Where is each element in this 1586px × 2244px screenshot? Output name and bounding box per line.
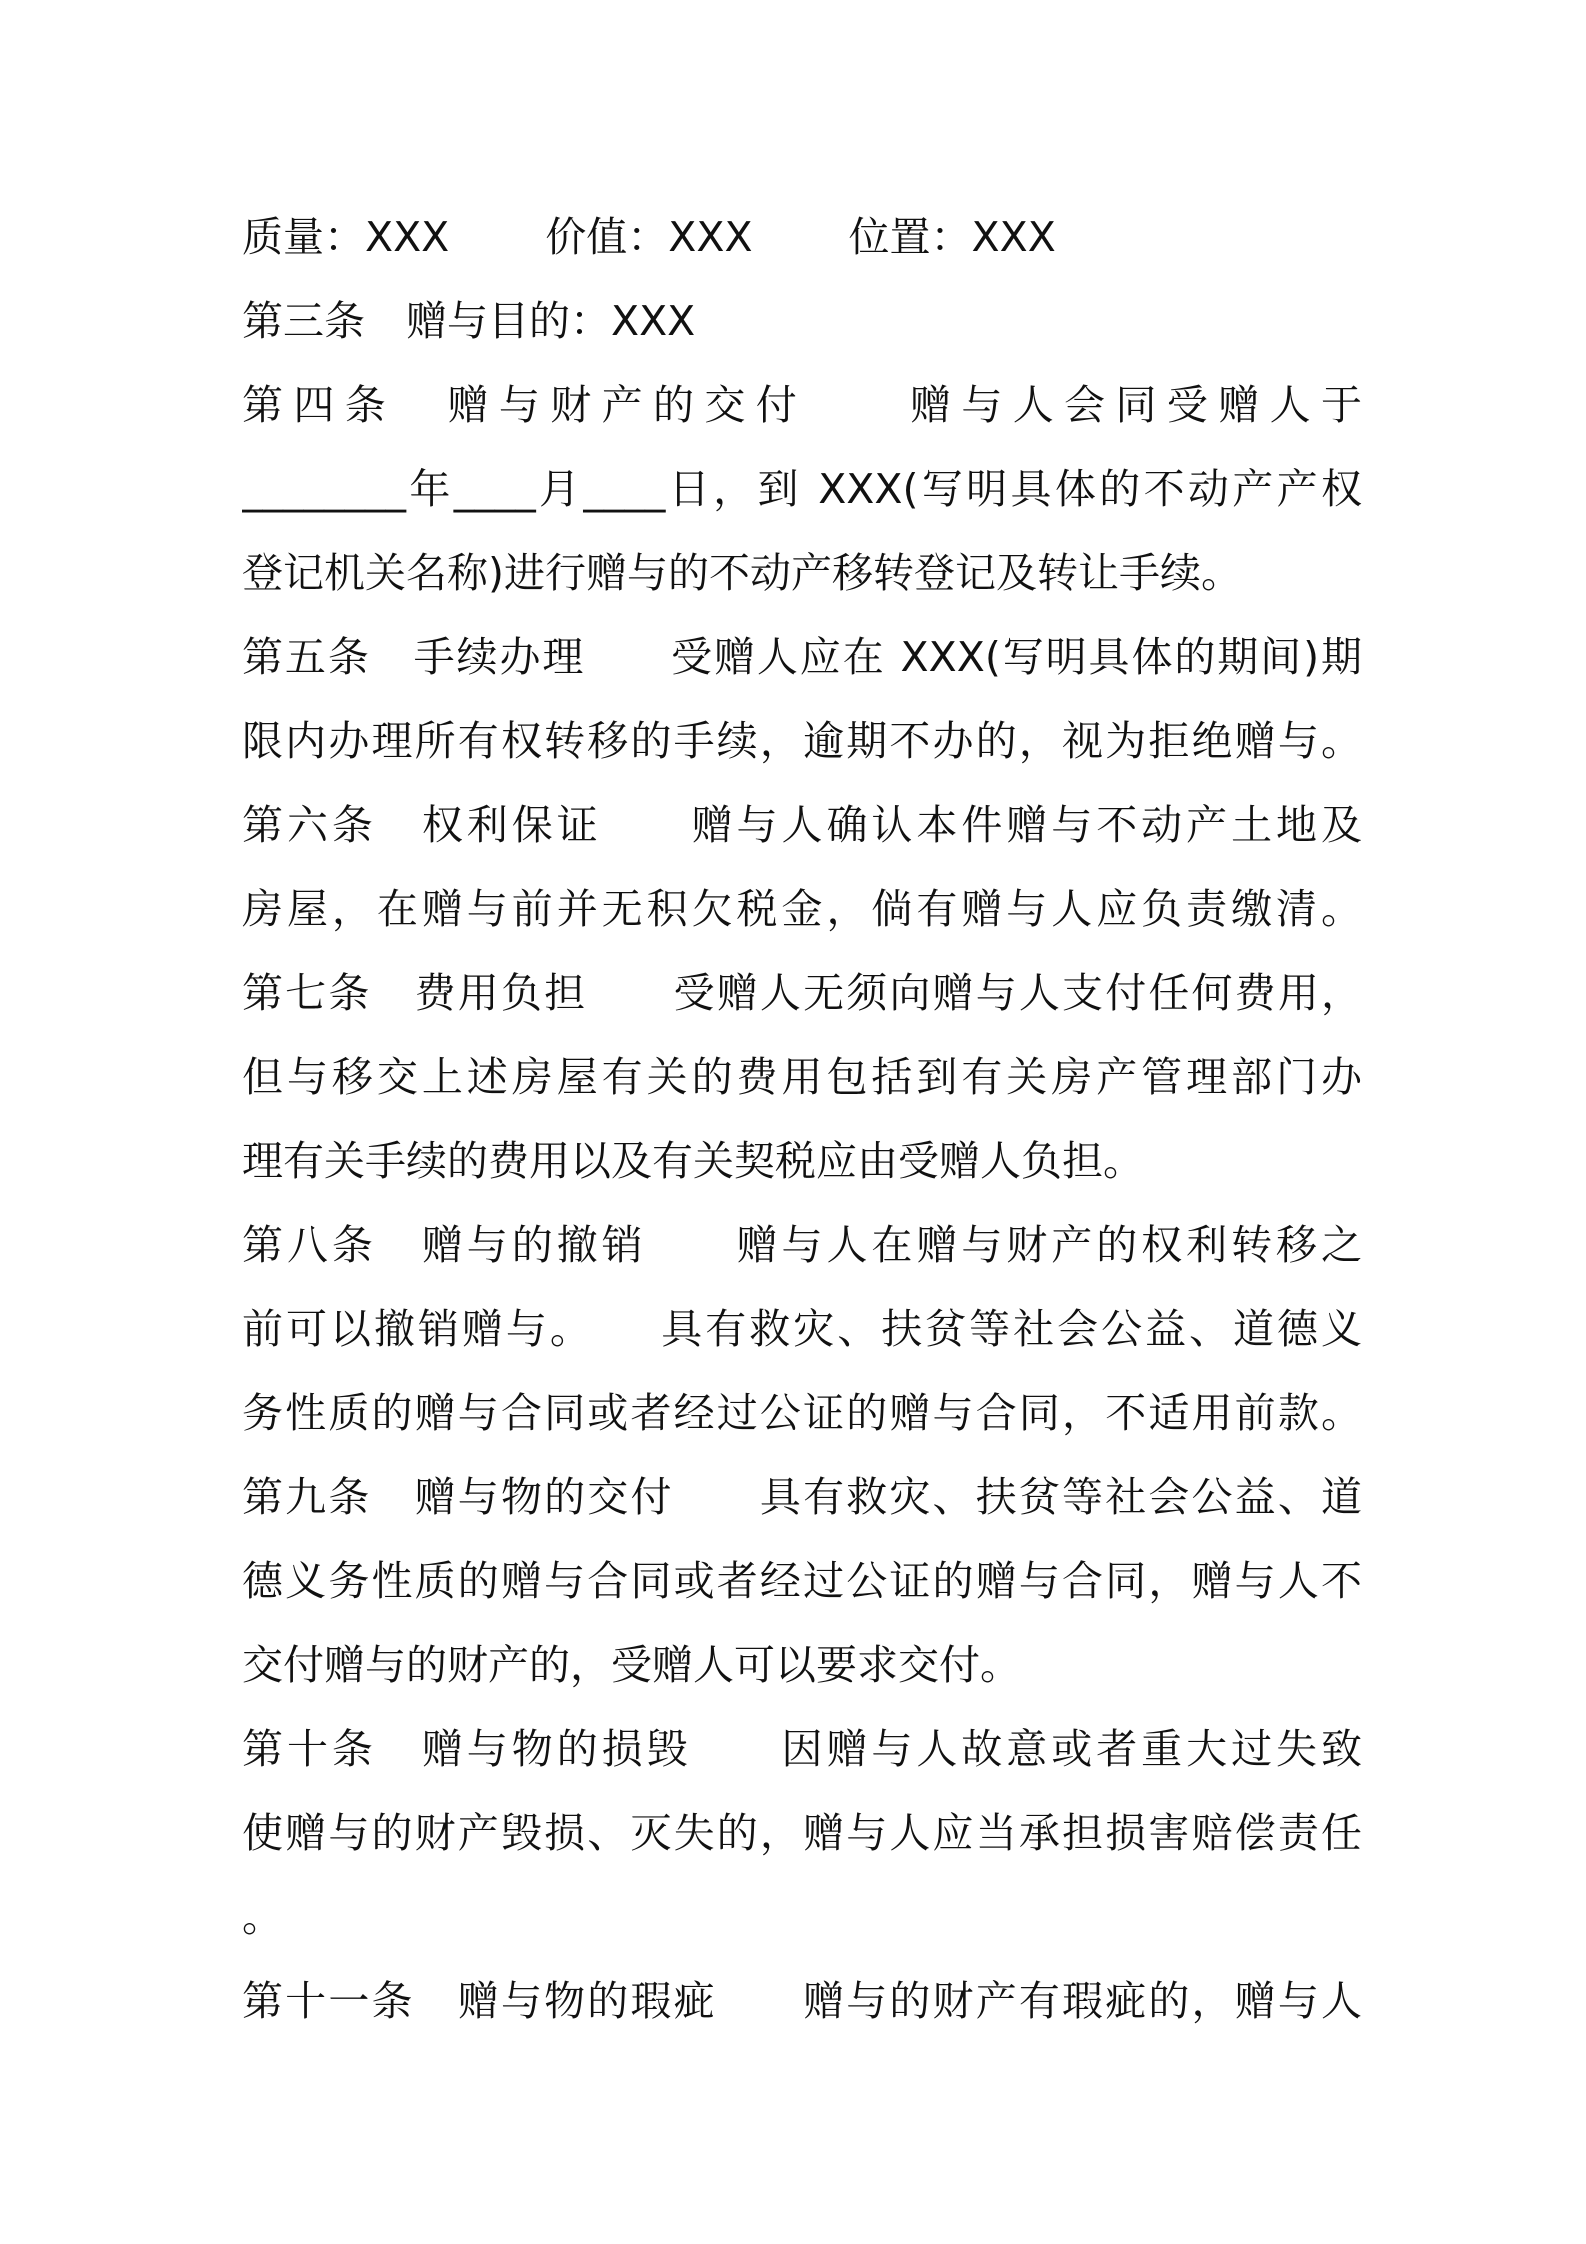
value-field: 价值：XXX	[545, 213, 753, 261]
article-10-line-3: 。	[242, 1893, 283, 1941]
article-6-line-2: 房屋，在赠与前并无积欠税金，倘有赠与人应负责缴清。	[242, 885, 1362, 933]
article-4-line-1: 第四条 赠与财产的交付 赠与人会同受赠人于	[242, 381, 1362, 429]
article-9-line-2: 德义务性质的赠与合同或者经过公证的赠与合同，赠与人不	[242, 1557, 1362, 1605]
property-info-line	[242, 195, 1362, 279]
article-8-line-1: 第八条 赠与的撤销 赠与人在赠与财产的权利转移之	[242, 1221, 1362, 1269]
article-3-line: 第三条 赠与目的：XXX	[242, 297, 696, 345]
article-11-line-1: 第十一条 赠与物的瑕疵 赠与的财产有瑕疵的，赠与人	[242, 1977, 1362, 2025]
article-7-line-3: 理有关手续的费用以及有关契税应由受赠人负担。	[242, 1137, 1144, 1185]
document-page	[242, 195, 1362, 2043]
article-10-line-2: 使赠与的财产毁损、灭失的，赠与人应当承担损害赔偿责任	[242, 1809, 1362, 1857]
article-7-line-2: 但与移交上述房屋有关的费用包括到有关房产管理部门办	[242, 1053, 1362, 1101]
article-5-line-1: 第五条 手续办理 受赠人应在 XXX(写明具体的期间)期	[242, 633, 1362, 681]
article-9-line-1: 第九条 赠与物的交付 具有救灾、扶贫等社会公益、道	[242, 1473, 1362, 1521]
article-8-line-2: 前可以撤销赠与。 具有救灾、扶贫等社会公益、道德义	[242, 1305, 1362, 1353]
article-8-line-3: 务性质的赠与合同或者经过公证的赠与合同，不适用前款。	[242, 1389, 1362, 1437]
article-6-line-1: 第六条 权利保证 赠与人确认本件赠与不动产土地及	[242, 801, 1362, 849]
article-4-line-3: 登记机关名称)进行赠与的不动产移转登记及转让手续。	[242, 549, 1242, 597]
quality-field: 质量：XXX	[242, 213, 450, 261]
location-field: 位置：XXX	[848, 213, 1056, 261]
article-10-line-1: 第十条 赠与物的损毁 因赠与人故意或者重大过失致	[242, 1725, 1362, 1773]
article-7-line-1: 第七条 费用负担 受赠人无须向赠与人支付任何费用，	[242, 969, 1362, 1017]
article-4-line-2: ________年____月____日，到 XXX(写明具体的不动产产权	[242, 465, 1362, 513]
article-9-line-3: 交付赠与的财产的，受赠人可以要求交付。	[242, 1641, 1021, 1689]
article-5-line-2: 限内办理所有权转移的手续，逾期不办的，视为拒绝赠与。	[242, 717, 1362, 765]
